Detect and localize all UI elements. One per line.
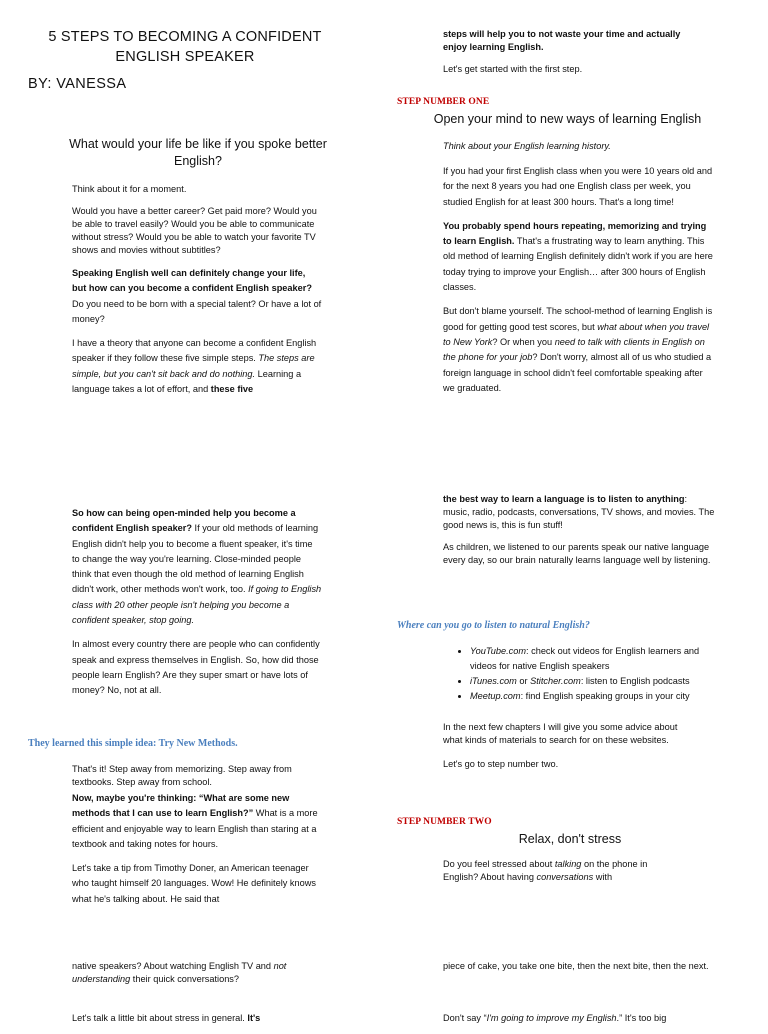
bold-text: these five [210, 384, 254, 395]
paragraph [72, 791, 322, 852]
piece-of-cake-section [443, 960, 718, 982]
text: If your old methods of learning English didn't help you to become a fluent speaker, it's time to change the way you're learning. Close-minded people think that even though the old method of learning English didn't work, other methods won't work, too. [72, 523, 319, 595]
step-one-title: Open your mind to new ways of learning English [433, 112, 702, 126]
text: : find English speaking groups in your city [520, 691, 690, 701]
paragraph: Think about it for a moment. [72, 184, 187, 194]
paragraph [443, 219, 715, 295]
paragraph [443, 858, 668, 884]
intro-question-heading: What would your life be like if you spoke better English? [69, 137, 327, 168]
text: : music, radio, podcasts, conversations, TV shows, and movies. The good news is, this is fun stuff! [443, 494, 715, 530]
text: on the phone in English? About having [443, 859, 648, 882]
website-name: Meetup.com [470, 691, 521, 701]
text: or [516, 676, 531, 686]
text: their quick conversations? [130, 974, 240, 984]
list-item [470, 689, 722, 704]
intro-section [72, 183, 322, 406]
italic-text: not understanding [72, 961, 287, 984]
text: What is a more efficient and enjoyable way to learn English than staring at a textbook and taking notes for hours. [72, 808, 318, 849]
bullet-list [442, 644, 722, 704]
step-two-label: STEP NUMBER TWO [397, 817, 492, 827]
paragraph: Let's get started with the first step. [443, 64, 583, 74]
try-new-methods-heading: They learned this simple idea: Try New Methods. [28, 738, 238, 749]
website-name: iTunes.com [470, 676, 517, 686]
bold-text: the best way to learn a language is to listen to anything [443, 494, 685, 504]
website-name: YouTube.com [470, 646, 527, 656]
list-item [470, 644, 722, 674]
paragraph: That's it! Step away from memorizing. Step away from textbooks. Step away from school. [72, 764, 292, 787]
text: : check out videos for English learners and videos for native English speakers [470, 646, 700, 671]
paragraph: steps will help you to not waste your time and actually enjoy learning English. [443, 29, 681, 52]
step-two-section [443, 858, 668, 893]
author-byline: BY: VANESSA [28, 76, 127, 92]
bold-text: You probably spend hours repeating, memorizing and trying to learn English. [443, 220, 707, 247]
paragraph: Would you have a better career? Get paid more? Would you be able to travel easily? Would you be able to communicate without stress? Would you be able to watch your favorite TV shows and movies without subtitles? [72, 206, 317, 255]
bold-text: So how can being open-minded help you become a confident English speaker? [72, 508, 296, 534]
text: with [593, 872, 613, 882]
step-one-label: STEP NUMBER ONE [397, 97, 490, 107]
step-one-section [443, 140, 715, 405]
stress-continued [72, 960, 322, 995]
resource-list [442, 644, 722, 704]
text: But don't blame yourself. The school-method of learning English is good for getting good test scores, but [443, 306, 713, 332]
paragraph: piece of cake, you take one bite, then the next bite, then the next. [443, 961, 709, 971]
natural-english-heading: Where can you go to listen to natural English? [397, 620, 590, 631]
paragraph: If you had your first English class when you were 10 years old and for the next 8 years you had one English class per week, you studied English for at least 300 hours. That's a long time! [443, 166, 713, 207]
text: : listen to English podcasts [580, 676, 690, 686]
text: Do you feel stressed about [443, 859, 555, 869]
paragraph: Think about your English learning history. [443, 141, 611, 151]
text: .” It's too big [616, 1013, 667, 1023]
website-name: Stitcher.com [530, 676, 581, 686]
list-item [470, 674, 722, 689]
italic-text: talking [554, 859, 582, 869]
intro-continued [443, 28, 703, 85]
paragraph: Let's go to step number two. [443, 759, 559, 769]
text: native speakers? About watching English TV and [72, 961, 274, 971]
text: ? Or when you [492, 336, 555, 347]
improve-english-section [443, 1012, 718, 1034]
paragraph: As children, we listened to our parents speak our native language every day, so our brain naturally learns language well by listening. [443, 542, 711, 565]
paragraph: In the next few chapters I will give you some advice about what kinds of materials to search for on these websites. [443, 722, 678, 745]
next-chapters-section [443, 721, 693, 780]
italic-text: what about when you travel to New York [443, 321, 710, 347]
stress-general [72, 1012, 322, 1034]
italic-text: I'm going to improve my English [486, 1013, 617, 1023]
paragraph [443, 304, 715, 396]
document-title: 5 STEPS TO BECOMING A CONFIDENT ENGLISH SPEAKER [48, 29, 322, 65]
text: ? Don't worry, almost all of us who studied a foreign language in school didn't feel comfortable speaking after we graduated. [443, 352, 712, 393]
italic-text: The steps are simple, but you can't sit back and do nothing. [72, 353, 315, 379]
text: Learning a language takes a lot of effort, and [72, 368, 302, 395]
text: I have a theory that anyone can become a confident English speaker if they follow these five simple steps. [72, 338, 317, 364]
bold-text: It's [247, 1013, 261, 1023]
text: Do you need to be born with a special talent? Or have a lot of money? [72, 298, 322, 324]
text: Let's talk a little bit about stress in general. [72, 1013, 248, 1023]
paragraph [443, 1012, 718, 1025]
text: That's a frustrating way to learn anything. This old method of learning English definitely didn't work if you are here today trying to improve your English… after 300 hours of English classes. [443, 236, 713, 293]
italic-text: conversations [536, 872, 594, 882]
paragraph [72, 336, 322, 397]
paragraph [72, 960, 322, 986]
listening-section [443, 493, 715, 576]
paragraph [443, 493, 715, 532]
open-mind-section [72, 506, 322, 708]
italic-text: need to talk with clients in English on the phone for your job [443, 336, 705, 363]
bold-text: Now, maybe you're thinking: “What are some new methods that I can use to learn English?” [72, 793, 290, 819]
paragraph [72, 266, 322, 327]
paragraph: In almost every country there are people who can confidently speak and express themselves in English. So, how did those people learn English? Are they super smart or have lots of money? No, not at all. [72, 639, 320, 696]
italic-text: If going to English class with 20 other people isn't helping you become a confident speaker, stop going. [72, 584, 322, 626]
new-methods-section [72, 763, 322, 916]
step-two-title: Relax, don't stress [518, 832, 622, 846]
paragraph [72, 506, 322, 628]
bold-text: Speaking English well can definitely change your life, but how can you become a confident English speaker? [72, 268, 312, 294]
text: Don't say “ [443, 1013, 487, 1023]
paragraph [72, 1012, 322, 1025]
paragraph: Let's take a tip from Timothy Doner, an American teenager who taught himself 20 languages. Wow! He definitely knows what he's talking about. He said that [72, 863, 316, 904]
